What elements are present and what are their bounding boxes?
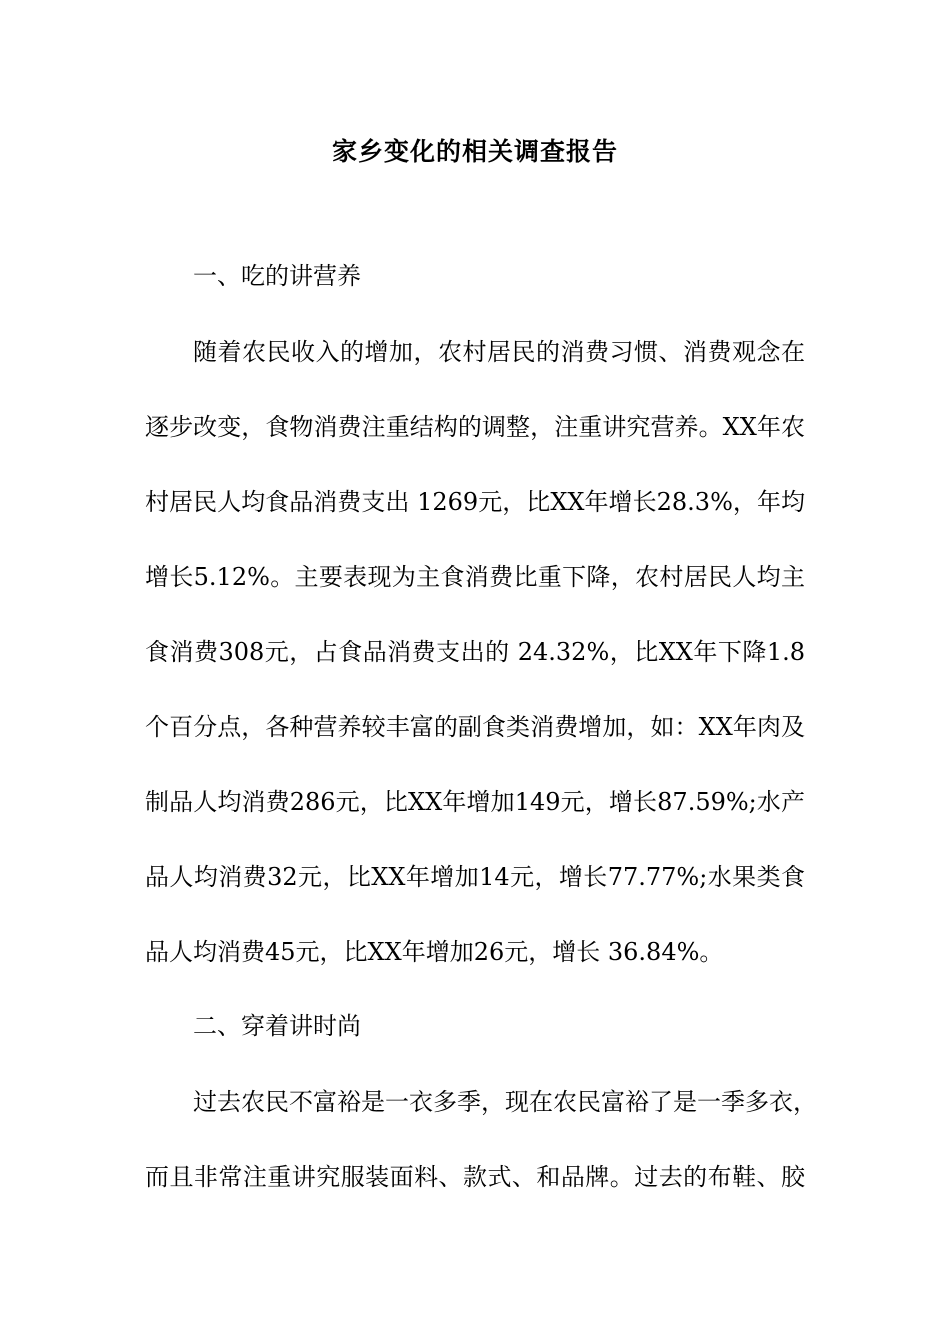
paragraph-line: 个百分点，各种营养较丰富的副食类消费增加，如：XX年肉及 [145, 713, 805, 741]
paragraph-line: 食消费308元，占食品消费支出的 24.32%，比XX年下降1.8 [145, 638, 805, 666]
paragraph-line: 而且非常注重讲究服装面料、款式、和品牌。过去的布鞋、胶 [145, 1163, 805, 1191]
section-heading-2: 二、穿着讲时尚 [193, 1012, 361, 1040]
page-title: 家乡变化的相关调查报告 [331, 137, 618, 166]
paragraph-line: 村居民人均食品消费支出 1269元，比XX年增长28.3%，年均 [145, 488, 805, 516]
paragraph-line: 增长5.12%。主要表现为主食消费比重下降，农村居民人均主 [145, 563, 805, 591]
paragraph-line: 逐步改变，食物消费注重结构的调整，注重讲究营养。XX年农 [145, 413, 805, 441]
paragraph-line: 品人均消费32元，比XX年增加14元，增长77.77%;水果类食 [145, 863, 805, 891]
section-heading-1: 一、吃的讲营养 [193, 262, 361, 290]
paragraph-line: 过去农民不富裕是一衣多季，现在农民富裕了是一季多衣， [193, 1088, 817, 1116]
paragraph-line: 品人均消费45元，比XX年增加26元，增长 36.84%。 [145, 938, 724, 966]
paragraph-line: 随着农民收入的增加，农村居民的消费习惯、消费观念在 [193, 338, 805, 366]
paragraph-line: 制品人均消费286元，比XX年增加149元，增长87.59%;水产 [145, 788, 805, 816]
